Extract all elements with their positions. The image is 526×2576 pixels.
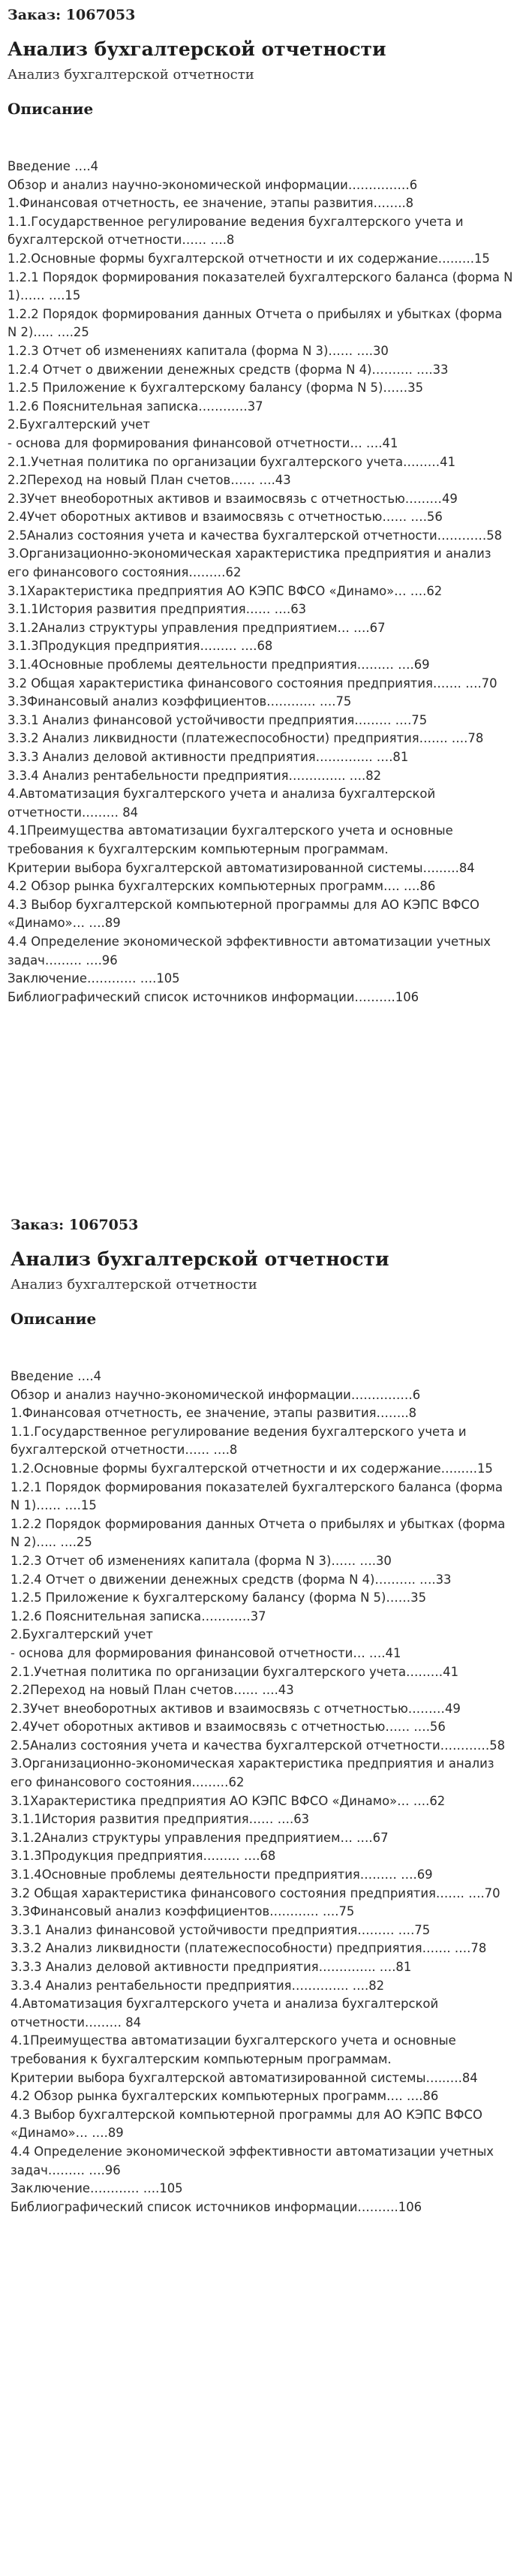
page-subtitle: Анализ бухгалтерской отчетности [11, 1277, 257, 1293]
toc-entry: 3.3.2 Анализ ликвидности (платежеспособности) предприятия……. ….78 [8, 731, 484, 746]
toc-entry: 3.3Финансовый анализ коэффициентов………… ….75 [8, 694, 352, 709]
listing-block-1 [8, 6, 514, 1007]
toc-entry: 3.Организационно-экономическая характеристика предприятия и анализ его финансового состояния………62 [8, 546, 491, 580]
toc-entry: 1.Финансовая отчетность, ее значение, этапы развития……..8 [11, 1406, 417, 1421]
toc-entry: 1.2.Основные формы бухгалтерской отчетности и их содержание…..….15 [8, 251, 490, 266]
table-of-contents [8, 158, 514, 1007]
toc-entry: 2.Бухгалтерский учет [8, 417, 150, 432]
toc-entry: 3.3.4 Анализ рентабельности предприятия………….. ….82 [8, 768, 382, 783]
toc-entry: Обзор и анализ научно-экономической информации……………6 [11, 1387, 421, 1402]
toc-entry: 1.Финансовая отчетность, ее значение, этапы развития……..8 [8, 196, 414, 211]
toc-entry: 4.1Преимущества автоматизации бухгалтерского учета и основные требования к бухгалтерским компьютерным программам. [8, 823, 453, 856]
description-heading: Описание [8, 100, 94, 118]
toc-entry: 2.1.Учетная политика по организации бухгалтерского учета………41 [8, 454, 456, 469]
toc-entry: 3.3.3 Анализ деловой активности предприятия………….. ….81 [8, 750, 409, 764]
toc-entry: 3.1.3Продукция предприятия……… ….68 [11, 1849, 276, 1864]
toc-entry: 1.2.1 Порядок формирования показателей бухгалтерского баланса (форма N 1)…… ….15 [11, 1479, 503, 1513]
toc-entry: 3.1Характеристика предприятия АО КЭПС ВФСО «Динамо»… ….62 [11, 1793, 446, 1808]
toc-entry: 2.Бухгалтерский учет [11, 1627, 153, 1642]
toc-entry: 1.2.1 Порядок формирования показателей бухгалтерского баланса (форма N 1)…… ….15 [8, 269, 513, 303]
toc-entry: 4.3 Выбор бухгалтерской компьютерной программы для АО КЭПС ВФСО «Динамо»… ….89 [8, 897, 479, 931]
listing-block-2 [11, 1216, 514, 2216]
toc-entry: 3.2 Общая характеристика финансового состояния предприятия……. ….70 [11, 1885, 500, 1900]
toc-entry: 3.Организационно-экономическая характеристика предприятия и анализ его финансового состояния………62 [11, 1756, 494, 1790]
toc-entry: 2.5Анализ состояния учета и качества бухгалтерской отчетности…………58 [11, 1738, 506, 1753]
toc-entry: 4.1Преимущества автоматизации бухгалтерского учета и основные требования к бухгалтерским компьютерным программам. [11, 2033, 456, 2066]
toc-entry: 3.1.4Основные проблемы деятельности предприятия……… ….69 [8, 658, 430, 673]
toc-entry: 2.2Переход на новый План счетов…… ….43 [8, 473, 291, 488]
toc-entry: 1.2.6 Пояснительная записка…………37 [11, 1608, 266, 1624]
toc-entry: 2.5Анализ состояния учета и качества бухгалтерской отчетности…………58 [8, 528, 503, 543]
toc-entry: 1.1.Государственное регулирование ведения бухгалтерского учета и бухгалтерской отчетности…… ….8 [11, 1424, 467, 1458]
toc-entry: 4.4 Определение экономической эффективности автоматизации учетных задач……… ….96 [11, 2144, 494, 2177]
toc-entry: Введение ….4 [8, 159, 99, 173]
toc-entry: 3.1.2Анализ структуры управления предприятием… ….67 [8, 620, 386, 635]
toc-entry: 1.2.5 Приложение к бухгалтерскому балансу (форма N 5)……35 [11, 1590, 427, 1605]
toc-entry: 2.1.Учетная политика по организации бухгалтерского учета………41 [11, 1664, 459, 1679]
description-heading: Описание [11, 1310, 97, 1328]
toc-entry: 2.2Переход на новый План счетов…… ….43 [11, 1683, 294, 1698]
toc-entry: 3.1.1История развития предприятия…… ….63 [11, 1812, 310, 1827]
toc-entry: 4.Автоматизация бухгалтерского учета и анализа бухгалтерской отчетности……… 84 [11, 1997, 439, 2030]
toc-entry: Заключение………… ….105 [11, 2181, 183, 2196]
toc-entry: 1.2.2 Порядок формирования данных Отчета о прибылях и убытках (форма N 2)….. ….25 [8, 306, 503, 340]
toc-entry: 1.2.2 Порядок формирования данных Отчета о прибылях и убытках (форма N 2)….. ….25 [11, 1516, 506, 1550]
toc-entry: 1.2.4 Отчет о движении денежных средств (форма N 4)………. ….33 [11, 1572, 452, 1587]
toc-entry: 3.1.2Анализ структуры управления предприятием… ….67 [11, 1830, 389, 1845]
toc-entry: 3.2 Общая характеристика финансового состояния предприятия……. ….70 [8, 676, 497, 691]
toc-entry: 3.3.2 Анализ ликвидности (платежеспособности) предприятия……. ….78 [11, 1941, 487, 1956]
table-of-contents [11, 1368, 514, 2216]
toc-entry: - основа для формирования финансовой отчетности… ….41 [11, 1645, 401, 1660]
toc-entry: Критерии выбора бухгалтерской автоматизированной системы…..….84 [11, 2070, 478, 2085]
page-subtitle: Анализ бухгалтерской отчетности [8, 67, 254, 83]
toc-entry: 3.1Характеристика предприятия АО КЭПС ВФСО «Динамо»… ….62 [8, 583, 443, 598]
toc-entry: - основа для формирования финансовой отчетности… ….41 [8, 435, 398, 450]
toc-entry: 2.4Учет оборотных активов и взаимосвязь с отчетностью…… ….56 [8, 510, 443, 525]
order-number: Заказ: 1067053 [11, 1217, 139, 1233]
toc-entry: Библиографический список источников информации……….106 [11, 2199, 422, 2214]
toc-entry: 2.3Учет внеоборотных активов и взаимосвязь с отчетностью………49 [8, 491, 458, 506]
page-title: Анализ бухгалтерской отчетности [8, 38, 386, 60]
toc-entry: 3.3.1 Анализ финансовой устойчивости предприятия……… ….75 [8, 712, 428, 727]
toc-entry: 3.3Финансовый анализ коэффициентов………… ….75 [11, 1904, 355, 1919]
toc-entry: 1.2.Основные формы бухгалтерской отчетности и их содержание…..….15 [11, 1461, 493, 1476]
toc-entry: Заключение………… ….105 [8, 971, 180, 986]
toc-entry: 1.2.6 Пояснительная записка…………37 [8, 399, 263, 414]
toc-entry: 4.3 Выбор бухгалтерской компьютерной программы для АО КЭПС ВФСО «Динамо»… ….89 [11, 2107, 482, 2141]
toc-entry: 4.2 Обзор рынка бухгалтерских компьютерных программ…. ….86 [11, 2089, 439, 2104]
toc-entry: 2.4Учет оборотных активов и взаимосвязь с отчетностью…… ….56 [11, 1720, 446, 1735]
toc-entry: 1.2.3 Отчет об изменениях капитала (форма N 3)…… ….30 [11, 1553, 392, 1568]
toc-entry: Введение ….4 [11, 1369, 102, 1383]
toc-entry: 4.Автоматизация бухгалтерского учета и анализа бухгалтерской отчетности……… 84 [8, 787, 436, 820]
toc-entry: 3.1.1История развития предприятия…… ….63 [8, 602, 307, 617]
toc-entry: 2.3Учет внеоборотных активов и взаимосвязь с отчетностью………49 [11, 1701, 461, 1716]
order-number: Заказ: 1067053 [8, 7, 136, 23]
toc-entry: 3.3.1 Анализ финансовой устойчивости предприятия……… ….75 [11, 1922, 431, 1937]
page-title: Анализ бухгалтерской отчетности [11, 1248, 389, 1270]
toc-entry: 3.3.4 Анализ рентабельности предприятия………….. ….82 [11, 1978, 385, 1993]
toc-entry: 1.2.4 Отчет о движении денежных средств (форма N 4)………. ….33 [8, 362, 449, 377]
toc-entry: 1.2.5 Приложение к бухгалтерскому балансу (форма N 5)……35 [8, 381, 424, 396]
toc-entry: Библиографический список источников информации……….106 [8, 989, 419, 1004]
toc-entry: Критерии выбора бухгалтерской автоматизированной системы…..….84 [8, 860, 475, 875]
toc-entry: 3.1.4Основные проблемы деятельности предприятия……… ….69 [11, 1867, 433, 1882]
toc-entry: 3.3.3 Анализ деловой активности предприятия………….. ….81 [11, 1960, 412, 1974]
toc-entry: 4.4 Определение экономической эффективности автоматизации учетных задач……… ….96 [8, 934, 491, 968]
toc-entry: 1.1.Государственное регулирование ведения бухгалтерского учета и бухгалтерской отчетности…… ….8 [8, 214, 464, 248]
toc-entry: 1.2.3 Отчет об изменениях капитала (форма N 3)…… ….30 [8, 343, 389, 358]
toc-entry: Обзор и анализ научно-экономической информации……………6 [8, 177, 418, 192]
toc-entry: 3.1.3Продукция предприятия……… ….68 [8, 639, 273, 654]
toc-entry: 4.2 Обзор рынка бухгалтерских компьютерных программ…. ….86 [8, 879, 436, 894]
